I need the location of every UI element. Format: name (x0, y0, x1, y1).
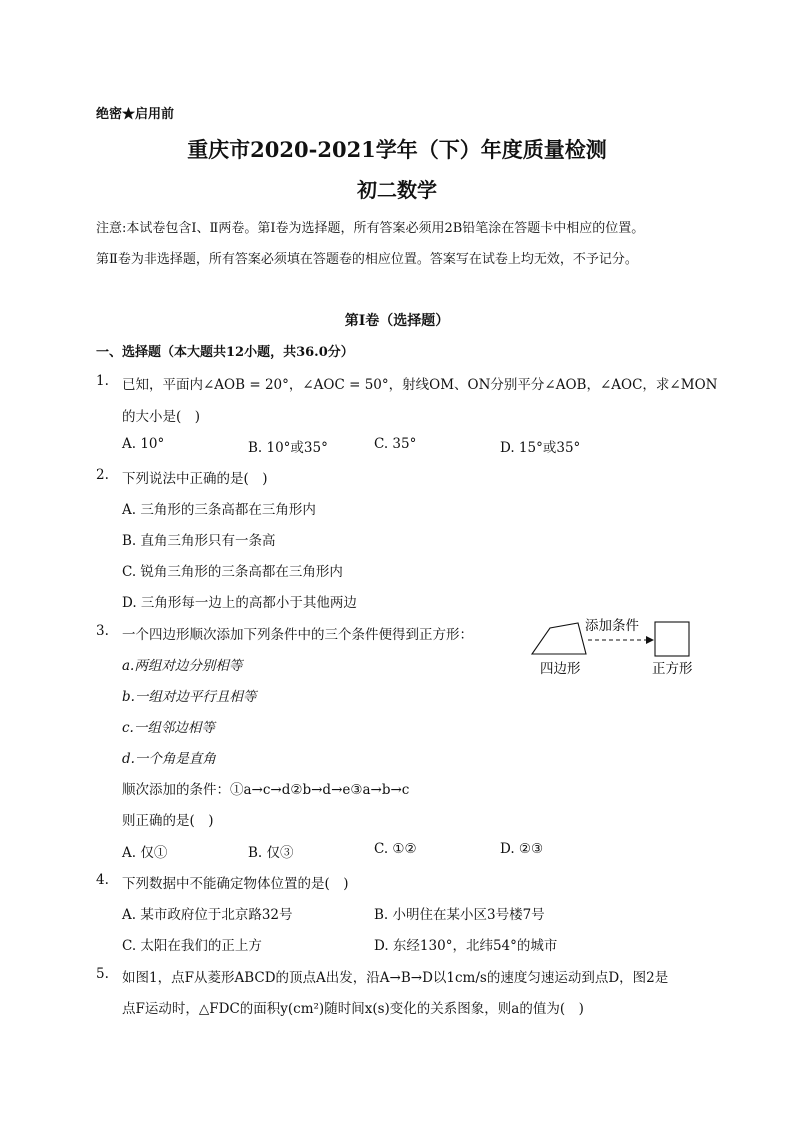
question-stem: 的大小是( ) (122, 409, 201, 425)
condition-a: a.两组对边分别相等 (122, 658, 243, 674)
option-d: D. 三角形每一边上的高都小于其他两边 (122, 595, 357, 611)
option-d: D. ②③ (500, 841, 544, 857)
option-a: A. 三角形的三条高都在三角形内 (122, 502, 316, 518)
secret-label: 绝密★启用前 (96, 107, 175, 122)
arrow-head-icon (646, 636, 654, 644)
option-c: C. 太阳在我们的正上方 (122, 938, 262, 954)
question-stem: 一个四边形顺次添加下列条件中的三个条件便得到正方形： (122, 627, 473, 643)
condition-order: 顺次添加的条件：①a→c→d②b→d→e③a→b→c (122, 782, 410, 798)
question-number: 4. (96, 872, 109, 888)
notice-line-1: 注意:本试卷包含Ⅰ、Ⅱ两卷。第Ⅰ卷为选择题，所有答案必须用2B铅笔涂在答题卡中相应的位置。 (96, 221, 645, 236)
right-shape-label: 正方形 (652, 661, 693, 677)
option-a: A. 仅① (122, 845, 168, 861)
option-d: D. 东经130°，北纬54°的城市 (374, 938, 558, 954)
option-a: A. 10° (122, 436, 165, 452)
question-stem: 下列说法中正确的是( ) (122, 471, 268, 487)
option-c: C. 锐角三角形的三条高都在三角形内 (122, 564, 343, 580)
question-stem: 下列数据中不能确定物体位置的是( ) (122, 876, 349, 892)
option-a: A. 某市政府位于北京路32号 (122, 907, 293, 923)
question-stem: 已知，平面内∠AOB = 20°，∠AOC = 50°，射线OM、ON分别平分∠AOB，∠AOC，求∠MON (122, 377, 718, 393)
condition-b: b.一组对边平行且相等 (122, 689, 257, 705)
question-number: 1. (96, 373, 109, 389)
question-number: 2. (96, 467, 109, 483)
question-ask: 则正确的是( ) (122, 813, 214, 829)
question-number: 5. (96, 966, 109, 982)
part-title: 一、选择题（本大题共12小题，共36.0分） (96, 345, 354, 360)
condition-c: c.一组邻边相等 (122, 720, 215, 736)
question-number: 3. (96, 623, 109, 639)
option-d: D. 15°或35° (500, 440, 581, 456)
left-shape-label: 四边形 (540, 661, 581, 677)
arrow-label: 添加条件 (585, 618, 639, 634)
quadrilateral-to-square-diagram (528, 616, 708, 678)
condition-d: d.一个角是直角 (122, 751, 216, 767)
option-c: C. 35° (374, 436, 417, 452)
question-stem: 如图1，点F从菱形ABCD的顶点A出发，沿A→B→D以1cm/s的速度匀速运动到点D，图2是 (122, 970, 669, 986)
option-b: B. 直角三角形只有一条高 (122, 533, 276, 549)
exam-subtitle: 初二数学 (357, 178, 437, 202)
option-c: C. ①② (374, 841, 417, 857)
exam-title: 重庆市2020-2021学年（下）年度质量检测 (187, 137, 607, 162)
option-b: B. 10°或35° (248, 440, 328, 456)
square-shape (655, 622, 689, 656)
question-stem: 点F运动时，△FDC的面积y(cm²)随时间x(s)变化的关系图象，则a的值为( ) (122, 1001, 584, 1017)
section-title: 第Ⅰ卷（选择题） (344, 313, 450, 329)
option-b: B. 仅③ (248, 845, 294, 861)
quadrilateral-shape (532, 623, 586, 654)
option-b: B. 小明住在某小区3号楼7号 (374, 907, 545, 923)
notice-line-2: 第Ⅱ卷为非选择题，所有答案必须填在答题卷的相应位置。答案写在试卷上均无效，不予记分。 (96, 252, 638, 267)
